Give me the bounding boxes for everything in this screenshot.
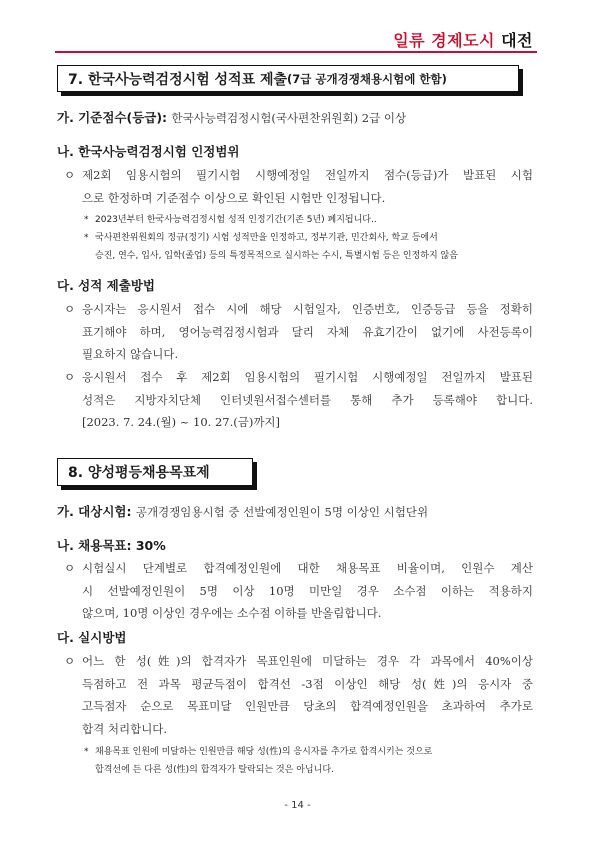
bullet-line: 성적은 지방자치단체 인터넷원서접수센터를 통해 추가 등록해야 합니다.: [82, 392, 533, 407]
section8-na-heading: 나. 채용목표: 30%: [57, 538, 166, 553]
note-star: *: [84, 747, 89, 757]
bullet-line: [2023. 7. 24.(월) ~ 10. 27.(금)까지]: [82, 415, 281, 429]
bullet-mark: ㅇ: [64, 561, 76, 575]
header-brand: [393, 28, 533, 51]
section8-ga-label: 가. 대상시험:: [57, 504, 132, 519]
note-text: 국사편찬위원회의 정규(정기) 시험 성적만을 인정하고, 정부기관, 민간회사, 학교 등에서: [95, 233, 438, 243]
section7-ga-label: 가. 기준점수(등급):: [57, 110, 168, 125]
section8-title-box: [57, 458, 253, 486]
header-divider: [55, 51, 537, 53]
bullet-line: 응시원서 접수 후 제2회 임용시험의 필기시험 시행예정일 전일까지 발표된: [82, 370, 533, 384]
section7-na-heading: 나. 한국사능력검정시험 인정범위: [57, 144, 240, 159]
section7-title-box: [57, 65, 519, 92]
note-star: *: [84, 233, 89, 243]
bullet-line: 필요하지 않습니다.: [82, 347, 179, 361]
bullet-line: 시험실시 단계별로 합격예정인원에 대한 채용목표 비율이며, 인원수 계산: [82, 561, 533, 575]
bullet-line: 응시자는 응시원서 접수 시에 해당 시험일자, 인증번호, 인증등급 등을 정확히: [82, 302, 533, 316]
bullet-line: 고득점자 순으로 목표미달 인원만큼 당초의 합격예정인원을 초과하여 추가로: [82, 699, 533, 713]
section8-ga-text: 공개경쟁임용시험 중 선발예정인원이 5명 이상인 시험단위: [135, 505, 429, 519]
section8-ga-heading: [57, 502, 428, 520]
page-number: - 14 -: [284, 800, 311, 811]
section7-ga-text: 한국사능력검정시험(국사편찬위원회) 2급 이상: [171, 111, 407, 125]
bullet-line: 합격 처리합니다.: [82, 721, 168, 736]
bullet-mark: ㅇ: [64, 370, 76, 384]
brand-dark-text: 대전: [501, 31, 533, 50]
bullet-mark: ㅇ: [64, 654, 76, 668]
note-text: 승진, 연수, 입사, 입학(졸업) 등의 특정목적으로 실시하는 수시, 특별시험 등은 인정하지 않음: [95, 251, 458, 261]
section8-da-heading: 다. 실시방법: [57, 630, 127, 645]
brand-red-text: 일류 경제도시: [393, 31, 495, 50]
section7-ga-heading: [57, 108, 406, 126]
section7-da-heading: 다. 성적 제출방법: [57, 278, 155, 293]
bullet-line: 으로 한정하며 기준점수 이상으로 확인된 시험만 인정됩니다.: [82, 190, 386, 205]
note-text: 2023년부터 한국사능력검정시험 성적 인정기간(기존 5년) 폐지됩니다..: [95, 215, 377, 225]
bullet-line: 시 선발예정인원이 5명 이상 10명 미만일 경우 소수점 이하는 적용하지: [82, 583, 533, 598]
bullet-line: 표기해야 하며, 영어능력검정시험과 달리 자체 유효기간이 없기에 사전등록이: [82, 324, 533, 339]
note-text: 합격선에 든 다른 성(性)의 합격자가 탈락되는 것은 아닙니다.: [95, 765, 334, 775]
bullet-mark: ㅇ: [64, 168, 76, 182]
bullet-line: 않으며, 10명 이상인 경우에는 소수점 이하를 반올림합니다.: [82, 606, 382, 620]
bullet-line: 득점하고 전 과목 평균득점이 합격선 -3점 이상인 해당 성(姓)의 응시자 중: [82, 676, 533, 691]
section8-title: 8. 양성평등채용목표제: [68, 465, 210, 481]
note-star: *: [84, 215, 89, 225]
section7-title: 7. 한국사능력검정시험 성적표 제출: [68, 71, 288, 88]
note-text: 채용목표 인원에 미달하는 인원만큼 해당 성(性)의 응시자를 추가로 합격시키는 것으로: [95, 747, 433, 757]
section7-title-note: (7급 공개경쟁채용시험에 한함): [287, 71, 447, 86]
bullet-line: 어느 한 성(姓)의 합격자가 목표인원에 미달하는 경우 각 과목에서 40%이상: [82, 654, 533, 668]
bullet-mark: ㅇ: [64, 302, 76, 316]
bullet-line: 제2회 임용시험의 필기시험 시행예정일 전일까지 점수(등급)가 발표된 시험: [82, 168, 533, 182]
